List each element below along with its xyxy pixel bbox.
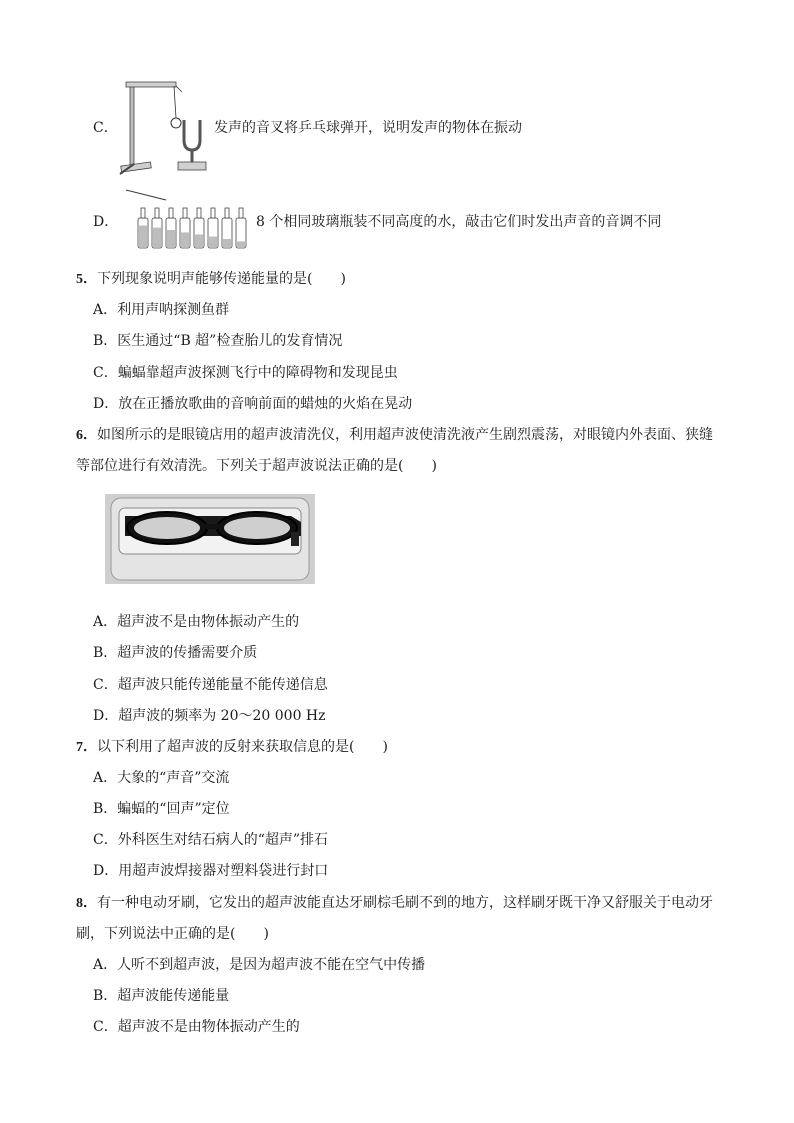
question-5-stem (76, 270, 346, 289)
question-7-stem (76, 738, 388, 757)
question-5-option-b: B．医生通过“B 超”检查胎儿的发育情况 (93, 333, 343, 349)
question-6-text-line1: 如图所示的是眼镜店用的超声波清洗仪，利用超声波使清洗液产生剧烈震荡，对眼镜内外表面、狭缝 (97, 427, 713, 443)
question-6-option-c: C．超声波只能传递能量不能传递信息 (93, 677, 328, 693)
question-7-text: 以下利用了超声波的反射来获取信息的是( ) (97, 739, 388, 755)
question-6-stem-line2: 等部位进行有效清洗。下列关于超声波说法正确的是( ) (76, 458, 437, 474)
q4-option-d-text: 8 个相同玻璃瓶装不同高度的水，敲击它们时发出声音的音调不同 (256, 214, 662, 230)
question-8-stem-line2: 刷，下列说法中正确的是( ) (76, 926, 269, 942)
question-5-number: 5． (76, 272, 97, 287)
question-8-option-c: C．超声波不是由物体振动产生的 (93, 1019, 300, 1035)
q4-option-d-letter: D． (93, 214, 119, 230)
question-6-stem-line1 (76, 426, 713, 445)
tuning-fork-figure (116, 78, 212, 176)
bottle-icon (138, 208, 148, 248)
question-5-option-c: C．蝙蝠靠超声波探测飞行中的障碍物和发现昆虫 (93, 365, 398, 381)
ultrasonic-cleaner-photo (105, 494, 315, 584)
question-6-option-b: B．超声波的传播需要介质 (93, 645, 258, 661)
question-7-option-c: C．外科医生对结石病人的“超声”排石 (93, 832, 329, 848)
bottle-icon (180, 208, 190, 248)
question-7-option-b: B．蝙蝠的“回声”定位 (93, 801, 230, 817)
bottle-icon (236, 208, 246, 248)
question-7-option-d: D．用超声波焊接器对塑料袋进行封口 (93, 863, 329, 879)
question-6-option-a: A．超声波不是由物体振动产生的 (93, 614, 300, 630)
q4-option-c-text: 发声的音叉将乒乓球弹开，说明发声的物体在振动 (214, 120, 522, 136)
question-5-option-a: A．利用声呐探测鱼群 (93, 302, 230, 318)
question-5-option-d: D．放在正播放歌曲的音响前面的蜡烛的火焰在晃动 (93, 396, 413, 412)
bottle-icon (194, 208, 204, 248)
bottle-icon (208, 208, 218, 248)
question-8-option-b: B．超声波能传递能量 (93, 988, 230, 1004)
question-8-number: 8． (76, 896, 97, 911)
question-6-option-d: D．超声波的频率为 20～20 000 Hz (93, 708, 326, 724)
bottle-icon (152, 208, 162, 248)
glass-bottles-figure (122, 186, 256, 252)
question-7-option-a: A．大象的“声音”交流 (93, 770, 230, 786)
bottle-icon (222, 208, 232, 248)
question-8-option-a: A．人听不到超声波，是因为超声波不能在空气中传播 (93, 957, 426, 973)
bottle-icon (166, 208, 176, 248)
q4-option-c-letter: C． (93, 120, 118, 136)
question-6-number: 6． (76, 428, 97, 443)
question-8-text-line1: 有一种电动牙刷，它发出的超声波能直达牙刷棕毛刷不到的地方，这样刷牙既干净又舒服关于电动牙 (97, 895, 713, 911)
question-5-text: 下列现象说明声能够传递能量的是( ) (97, 271, 346, 287)
question-7-number: 7． (76, 740, 97, 755)
question-8-stem-line1 (76, 894, 713, 913)
